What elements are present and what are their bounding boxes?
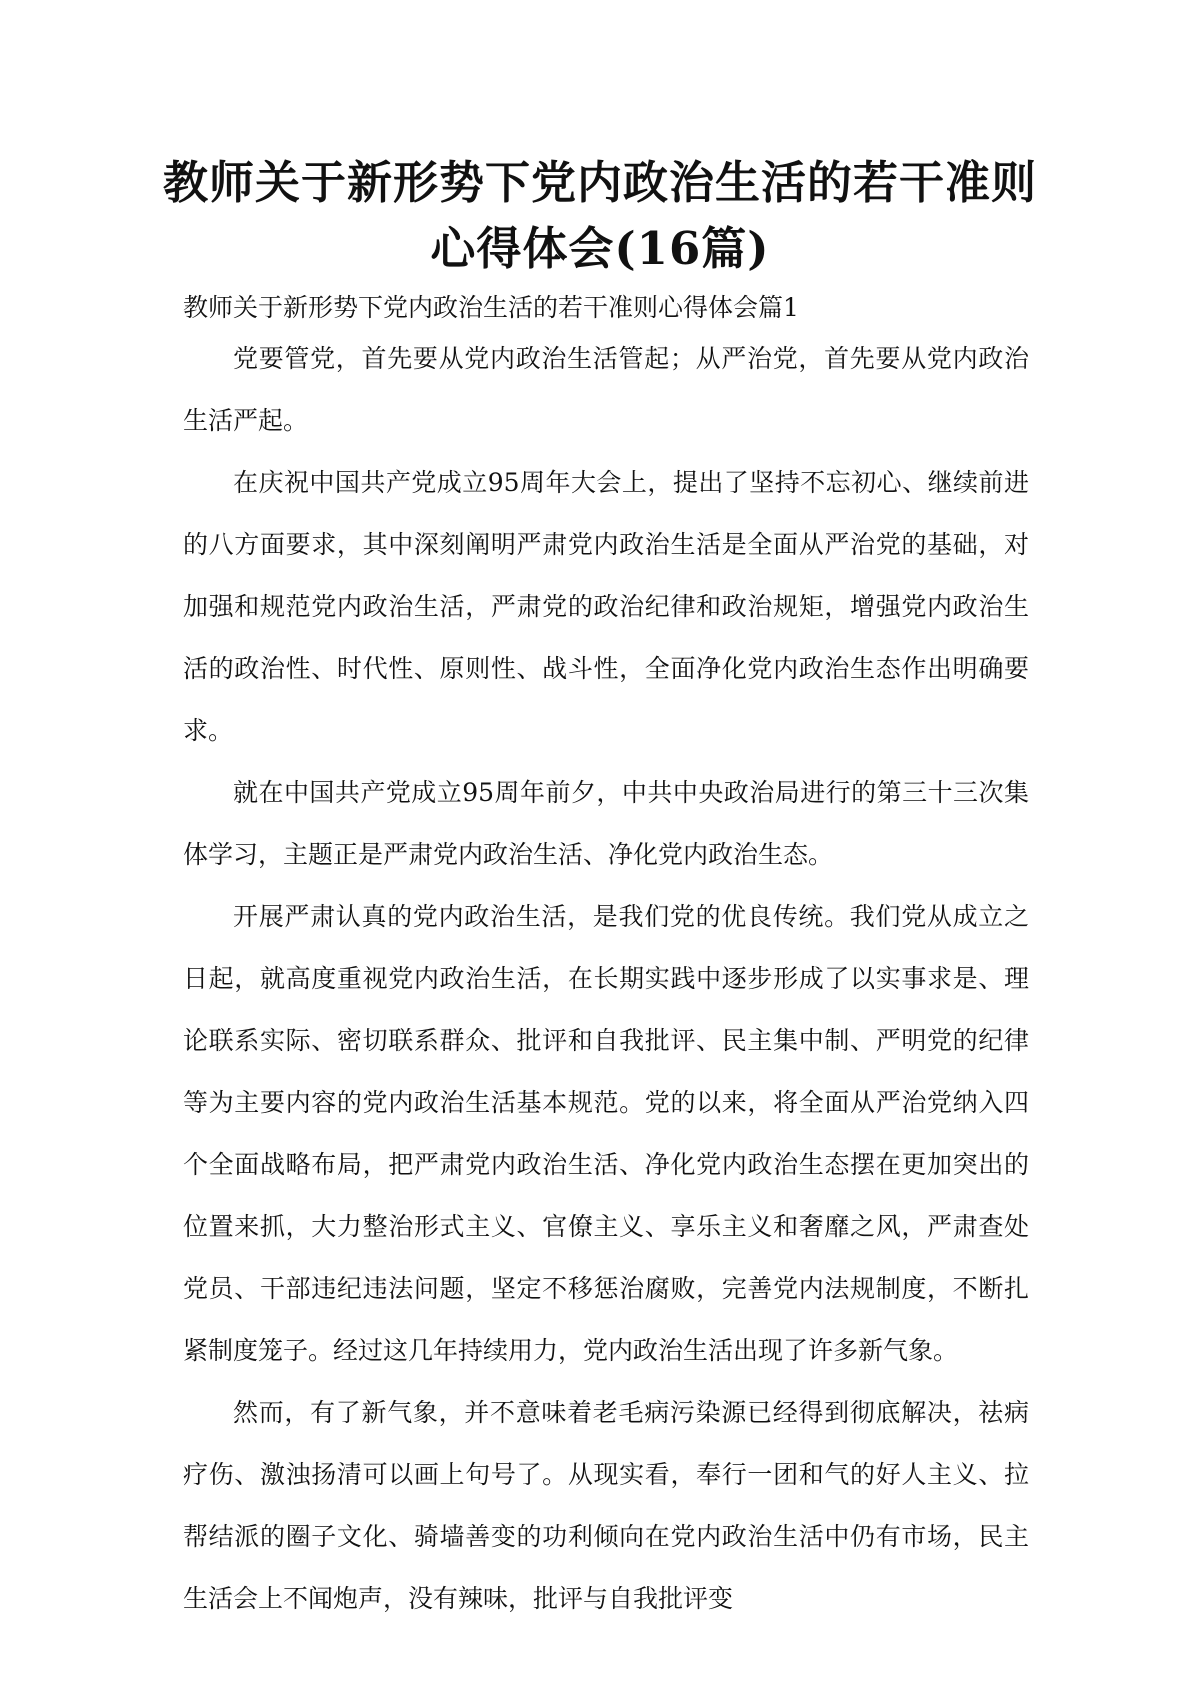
document-body [183, 328, 1029, 1630]
paragraph: 然而，有了新气象，并不意味着老毛病污染源已经得到彻底解决，祛病疗伤、激浊扬清可以画上句号了。从现实看，奉行一团和气的好人主义、拉帮结派的圈子文化、骑墙善变的功利倾向在党内政治生活中仍有市场，民主生活会上不闻炮声，没有辣味，批评与自我批评变 [183, 1398, 1029, 1613]
paragraph: 开展严肃认真的党内政治生活，是我们党的优良传统。我们党从成立之日起，就高度重视党内政治生活，在长期实践中逐步形成了以实事求是、理论联系实际、密切联系群众、批评和自我批评、民主集中制、严明党的纪律等为主要内容的党内政治生活基本规范。党的以来，将全面从严治党纳入四个全面战略布局，把严肃党内政治生活、净化党内政治生态摆在更加突出的位置来抓，大力整治形式主义、官僚主义、享乐主义和奢靡之风，严肃查处党员、干部违纪违法问题，坚定不移惩治腐败，完善党内法规制度，不断扎紧制度笼子。经过这几年持续用力，党内政治生活出现了许多新气象。 [183, 902, 1029, 1365]
document-title: 教师关于新形势下党内政治生活的若干准则心得体会(16篇) [162, 156, 1037, 275]
paragraph: 在庆祝中国共产党成立95周年大会上，提出了坚持不忘初心、继续前进的八方面要求，其中深刻阐明严肃党内政治生活是全面从严治党的基础，对加强和规范党内政治生活，严肃党的政治纪律和政治规矩，增强党内政治生活的政治性、时代性、原则性、战斗性，全面净化党内政治生态作出明确要求。 [183, 468, 1029, 745]
paragraph: 党要管党，首先要从党内政治生活管起；从严治党，首先要从党内政治生活严起。 [183, 344, 1029, 435]
paragraph: 就在中国共产党成立95周年前夕，中共中央政治局进行的第三十三次集体学习，主题正是严肃党内政治生活、净化党内政治生态。 [183, 778, 1029, 869]
section-heading: 教师关于新形势下党内政治生活的若干准则心得体会篇1 [183, 293, 799, 322]
